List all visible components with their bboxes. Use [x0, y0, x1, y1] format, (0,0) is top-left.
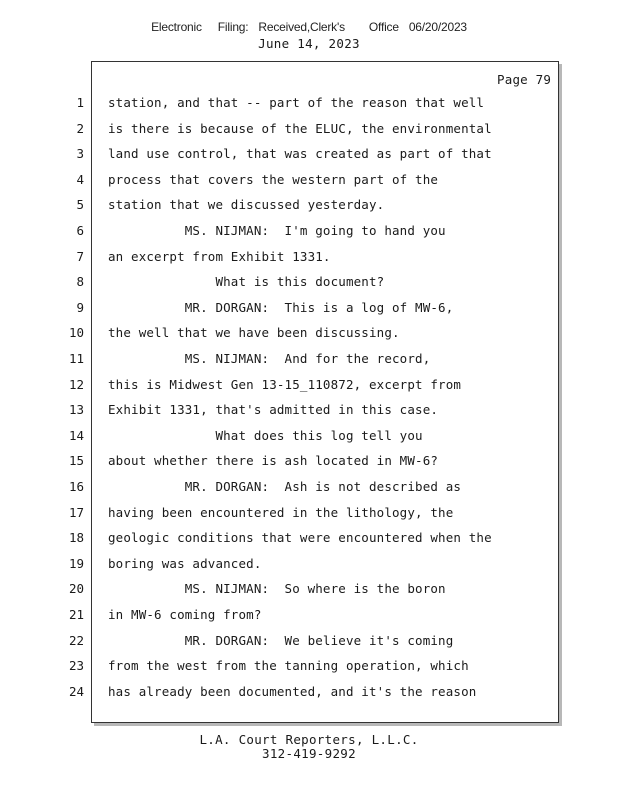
line-number: 7	[76, 249, 84, 264]
line-number: 20	[68, 581, 84, 596]
line-number: 17	[68, 505, 84, 520]
line-text: process that covers the western part of the	[108, 172, 439, 187]
line-text: boring was advanced.	[108, 556, 262, 571]
line-text: MR. DORGAN: We believe it's coming	[108, 633, 454, 648]
reporter-phone: 312-419-9292	[262, 746, 356, 761]
line-number: 23	[68, 658, 84, 673]
line-text: station that we discussed yesterday.	[108, 197, 385, 212]
line-text: MR. DORGAN: This is a log of MW-6,	[108, 300, 454, 315]
stamp-word-office: Office	[368, 20, 399, 34]
line-text: MS. NIJMAN: I'm going to hand you	[108, 223, 446, 238]
line-text: Exhibit 1331, that's admitted in this case.	[108, 402, 439, 417]
line-text: from the west from the tanning operation, which	[108, 658, 469, 673]
line-text: an excerpt from Exhibit 1331.	[108, 249, 331, 264]
stamp-word-electronic: Electronic	[151, 20, 202, 34]
line-number: 22	[68, 633, 84, 648]
line-text: land use control, that was created as part of that	[108, 146, 492, 161]
electronic-filing-stamp	[0, 20, 618, 34]
line-text: What is this document?	[108, 274, 385, 289]
line-text: is there is because of the ELUC, the environmental	[108, 121, 492, 136]
reporter-footer	[0, 733, 618, 761]
line-number: 11	[68, 351, 84, 366]
line-number: 18	[68, 530, 84, 545]
line-number: 16	[68, 479, 84, 494]
line-number: 10	[68, 325, 84, 340]
reporter-company: L.A. Court Reporters, L.L.C.	[199, 732, 419, 747]
line-number: 6	[76, 223, 84, 238]
line-text: having been encountered in the lithology, the	[108, 505, 454, 520]
line-number: 13	[68, 402, 84, 417]
stamp-word-received: Received,Clerk's	[258, 20, 345, 34]
line-number: 2	[76, 121, 84, 136]
line-number: 12	[68, 377, 84, 392]
line-text: about whether there is ash located in MW-6?	[108, 453, 439, 468]
line-number: 21	[68, 607, 84, 622]
line-number: 5	[76, 197, 84, 212]
line-number: 4	[76, 172, 84, 187]
page-number: Page 79	[497, 72, 552, 87]
line-text: MS. NIJMAN: And for the record,	[108, 351, 431, 366]
line-number: 24	[68, 684, 84, 699]
line-number: 19	[68, 556, 84, 571]
line-number: 9	[76, 300, 84, 315]
line-number: 14	[68, 428, 84, 443]
line-text: MS. NIJMAN: So where is the boron	[108, 581, 446, 596]
line-text: this is Midwest Gen 13-15_110872, excerpt from	[108, 377, 462, 392]
transcript-date: June 14, 2023	[258, 36, 360, 51]
line-text: the well that we have been discussing.	[108, 325, 400, 340]
stamp-date: 06/20/2023	[408, 20, 467, 34]
line-text: station, and that -- part of the reason that well	[108, 95, 485, 110]
line-number: 3	[76, 146, 84, 161]
line-text: has already been documented, and it's the reason	[108, 684, 477, 699]
line-text: What does this log tell you	[108, 428, 423, 443]
line-text: MR. DORGAN: Ash is not described as	[108, 479, 462, 494]
line-text: geologic conditions that were encountered when the	[108, 530, 492, 545]
line-text: in MW-6 coming from?	[108, 607, 262, 622]
line-number: 1	[76, 95, 84, 110]
line-number: 8	[76, 274, 84, 289]
stamp-word-filing: Filing:	[217, 20, 249, 34]
line-number: 15	[68, 453, 84, 468]
